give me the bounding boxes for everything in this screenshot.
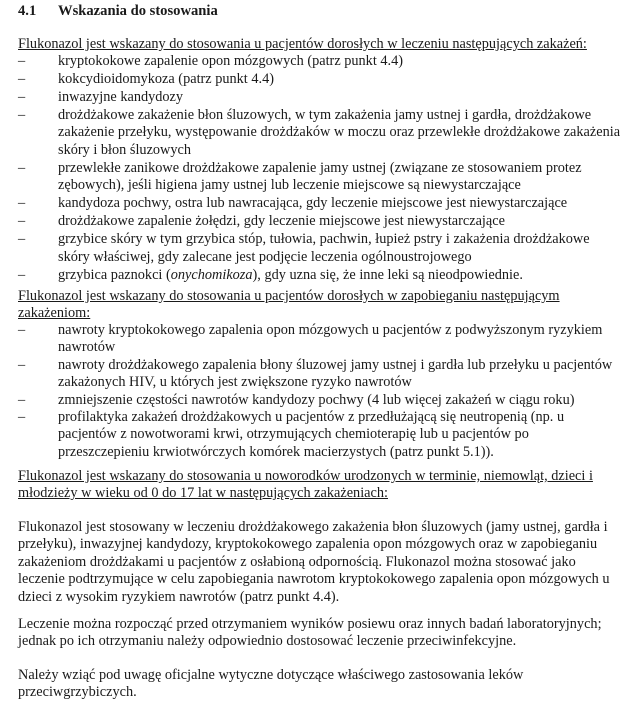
list-item: – kokcydioidomykoza (patrz punkt 4.4): [18, 71, 274, 87]
adult-prevention-intro: Flukonazol jest wskazany do stosowania u pacjentów dorosłych w zapobieganiu następującym zakażeniom:: [18, 288, 560, 322]
section-number: 4.1: [18, 3, 37, 19]
section-heading: [18, 2, 218, 20]
guidelines-note: Należy wziąć pod uwagę oficjalne wytyczne dotyczące właściwego zastosowania leków przeciwgrzybiczych.: [18, 667, 524, 701]
list-item: – kryptokokowe zapalenie opon mózgowych (patrz punkt 4.4): [18, 53, 404, 69]
list-dash: –: [18, 71, 26, 87]
list-item: – przewlekłe zanikowe drożdżakowe zapalenie jamy ustnej (związane ze stosowaniem protez zębowych), jeśli higiena jamy ustnej lub leczenie miejscowe są niewystarczające: [18, 159, 582, 194]
section-title: Wskazania do stosowania: [58, 3, 218, 19]
list-dash: –: [18, 159, 26, 176]
list-item: – profilaktyka zakażeń drożdżakowych u pacjentów z przedłużającą się neutropenią (np. u pacjentów z nowotworami krwi, otrzymujących chemioterapię lub u pacjentów po przeszczepieniu krwiotwórczych komórek macierzystych (patrz punkt 5.1)).: [18, 409, 565, 460]
list-dash: –: [18, 107, 26, 123]
pediatric-intro: Flukonazol jest wskazany do stosowania u noworodków urodzonych w terminie, niemowląt, dzieci i młodzieży w wieku od 0 do 17 lat w następujących zakażeniach:: [18, 468, 593, 502]
list-item: – drożdżakowe zakażenie błon śluzowych, w tym zakażenia jamy ustnej i gardła, drożdżakowe zakażenie przełyku, występowanie drożdżaków w moczu oraz przewlekłe drożdżakowe zakażenia skóry i błon śluzowych: [18, 107, 621, 158]
treatment-start-note: Leczenie można rozpocząć przed otrzymaniem wyników posiewu oraz innych badań laboratoryjnych; jednak po ich otrzymaniu należy odpowiednio dostosować leczenie przeciwinfekcyjne.: [18, 616, 602, 650]
list-item: – nawroty kryptokokowego zapalenia opon mózgowych u pacjentów z podwyższonym ryzykiem nawrotów: [18, 322, 603, 356]
adult-prevention-list: [18, 322, 622, 461]
list-item: – grzybice skóry w tym grzybica stóp, tułowia, pachwin, łupież pstry i zakażenia drożdżakowe skóry właściwej, gdy zalecane jest podjęcie leczenia ogólnoustrojowego: [18, 231, 590, 265]
list-dash: –: [18, 231, 26, 248]
list-dash: –: [18, 322, 26, 338]
list-item: – nawroty drożdżakowego zapalenia błony śluzowej jamy ustnej i gardła lub przełyku u pacjentów zakażonych HIV, u których jest zwiększone ryzyko nawrotów: [18, 356, 613, 391]
list-dash: –: [18, 356, 26, 373]
list-item: – zmniejszenie częstości nawrotów kandydozy pochwy (4 lub więcej zakażeń w ciągu roku): [18, 391, 575, 408]
adult-treatment-intro: Flukonazol jest wskazany do stosowania u pacjentów dorosłych w leczeniu następujących zakażeń:: [18, 36, 587, 52]
list-dash: –: [18, 213, 26, 230]
list-dash: –: [18, 89, 26, 105]
pediatric-description: Flukonazol jest stosowany w leczeniu drożdżakowego zakażenia błon śluzowych (jamy ustnej, gardła i przełyku), inwazyjnej kandydozy, kryptokokowego zapalenia opon mózgowych oraz w zapobieganiu zakażeniom drożdżakami u pacjentów z osłabioną odpornością. Flukonazol można stosować jako leczenie podtrzymujące w celu zapobiegania nawrotom kryptokokowego zapalenia opon mózgowych u dzieci z wysokim ryzykiem nawrotów (patrz punkt 4.4).: [18, 519, 610, 605]
adult-treatment-list: [18, 53, 622, 285]
list-dash: –: [18, 409, 26, 426]
list-dash: –: [18, 266, 26, 283]
list-dash: –: [18, 195, 26, 212]
list-item: – grzybica paznokci (onychomikoza), gdy uzna się, że inne leki są nieodpowiednie.: [18, 266, 523, 283]
list-item: – inwazyjne kandydozy: [18, 89, 184, 105]
list-dash: –: [18, 391, 26, 408]
list-dash: –: [18, 53, 26, 69]
list-item: – drożdżakowe zapalenie żołędzi, gdy leczenie miejscowe jest niewystarczające: [18, 213, 505, 230]
list-item: – kandydoza pochwy, ostra lub nawracająca, gdy leczenie miejscowe jest niewystarczające: [18, 195, 568, 212]
